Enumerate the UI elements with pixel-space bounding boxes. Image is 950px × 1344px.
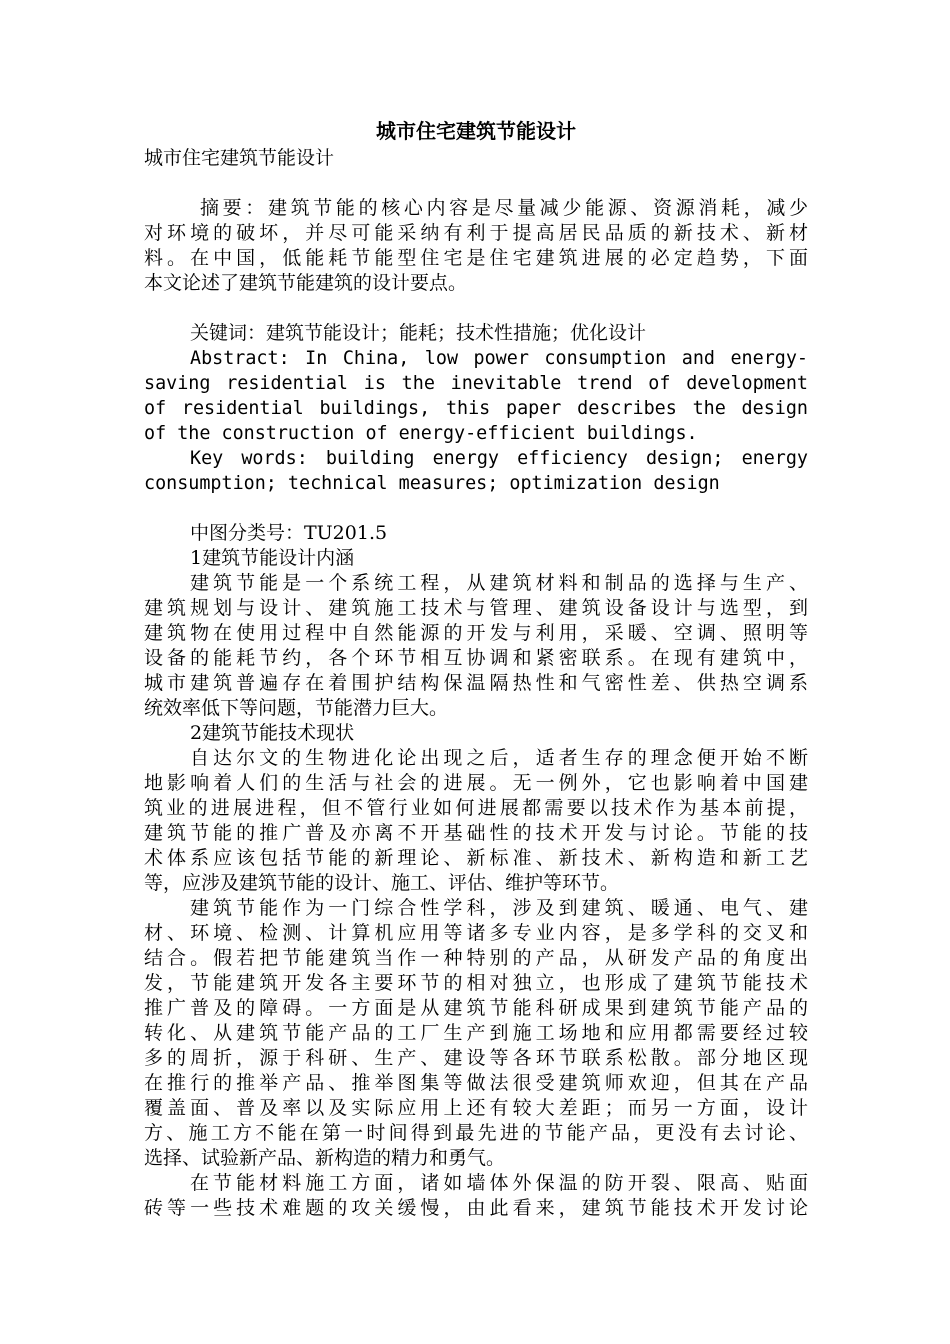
section-2-line: 材、环境、检测、计算机应用等诸多专业内容，是多学科的交叉和	[144, 922, 808, 944]
section-1-line: 设备的能耗节约，各个环节相互协调和紧密联系。在现有建筑中，	[144, 647, 808, 669]
abstract-cn-line: 本文论述了建筑节能建筑的设计要点。	[144, 272, 468, 294]
section-1-body	[144, 571, 808, 721]
section-2-heading: 2建筑节能技术现状	[190, 722, 355, 744]
section-2-line: 术体系应该包括节能的新理论、新标准、新技术、新构造和新工艺	[144, 847, 808, 869]
section-1-line: 统效率低下等问题，节能潜力巨大。	[144, 697, 449, 719]
section-2-line: 方、施工方不能在第一时间得到最先进的节能产品，更没有去讨论、	[144, 1122, 808, 1144]
section-2-line: 地影响着人们的生活与社会的进展。无一例外，它也影响着中国建	[144, 772, 808, 794]
abstract-cn-line: 摘要：建筑节能的核心内容是尽量减少能源、资源消耗，减少	[200, 197, 808, 219]
document-page	[144, 118, 808, 1221]
section-2-paragraph-1	[144, 746, 808, 896]
section-2-line: 筑业的进展进程，但不管行业如何进展都需要以技术作为基本前提，	[144, 797, 808, 819]
abstract-cn-line: 料。在中国，低能耗节能型住宅是住宅建筑进展的必定趋势，下面	[144, 247, 808, 269]
keywords-cn: 关键词：建筑节能设计；能耗；技术性措施；优化设计	[190, 322, 647, 344]
document-title: 城市住宅建筑节能设计	[376, 119, 576, 143]
section-1-line: 城市建筑普遍存在着围护结构保温隔热性和气密性差、供热空调系	[144, 672, 808, 694]
section-2-line: 建筑节能作为一门综合性学科，涉及到建筑、暖通、电气、建	[190, 897, 808, 919]
section-2-line: 在推行的推举产品、推举图集等做法很受建筑师欢迎，但其在产品	[144, 1072, 808, 1094]
section-1-line: 建筑规划与设计、建筑施工技术与管理、建筑设备设计与选型，到	[144, 597, 808, 619]
abstract-en-line: of residential buildings, this paper describes the design	[144, 398, 808, 419]
section-2-line: 砖等一些技术难题的攻关缓慢，由此看来，建筑节能技术开发讨论	[144, 1197, 808, 1219]
keywords-en-line: Key words: building energy efficiency design; energy	[190, 448, 808, 469]
section-2-line: 自达尔文的生物进化论出现之后，适者生存的理念便开始不断	[190, 747, 808, 769]
section-1-line: 建筑物在使用过程中自然能源的开发与利用，采暖、空调、照明等	[144, 622, 808, 644]
abstract-en	[144, 346, 808, 496]
section-2-line: 等，应涉及建筑节能的设计、施工、评估、维护等环节。	[144, 872, 620, 894]
section-2-line: 发，节能建筑开发各主要环节的相对独立，也形成了建筑节能技术	[144, 972, 808, 994]
section-2-line: 转化、从建筑节能产品的工厂生产到施工场地和应用都需要经过较	[144, 1022, 808, 1044]
abstract-en-line: of the construction of energy-efficient buildings.	[144, 423, 698, 444]
keywords-en-line: consumption; technical measures; optimization design	[144, 473, 720, 494]
section-2-line: 在节能材料施工方面，诸如墙体外保温的防开裂、限高、贴面	[190, 1172, 808, 1194]
spacer	[144, 296, 808, 321]
section-2-line: 建筑节能的推广普及亦离不开基础性的技术开发与讨论。节能的技	[144, 822, 808, 844]
classification-number: 中图分类号：TU201.5	[190, 522, 388, 544]
spacer	[144, 496, 808, 521]
abstract-cn-line: 对环境的破坏，并尽可能采纳有利于提高居民品质的新技术、新材	[144, 222, 808, 244]
section-1-line: 建筑节能是一个系统工程，从建筑材料和制品的选择与生产、	[190, 572, 808, 594]
section-2-line: 多的周折，源于科研、生产、建设等各环节联系松散。部分地区现	[144, 1047, 808, 1069]
document-subtitle: 城市住宅建筑节能设计	[144, 147, 335, 169]
spacer	[144, 171, 808, 196]
section-2-line: 推广普及的障碍。一方面是从建筑节能科研成果到建筑节能产品的	[144, 997, 808, 1019]
section-2-line: 结合。假若把节能建筑当作一种特别的产品，从研发产品的角度出	[144, 947, 808, 969]
abstract-en-line: saving residential is the inevitable trend of development	[144, 373, 808, 394]
abstract-en-line: Abstract: In China, low power consumption and energy-	[190, 348, 808, 369]
section-2-line: 选择、试验新产品、新构造的精力和勇气。	[144, 1147, 506, 1169]
section-1-heading: 1建筑节能设计内涵	[190, 547, 355, 569]
section-2-line: 覆盖面、普及率以及实际应用上还有较大差距；而另一方面，设计	[144, 1097, 808, 1119]
section-2-paragraph-2	[144, 896, 808, 1171]
section-2-paragraph-3	[144, 1171, 808, 1221]
abstract-cn	[144, 196, 808, 296]
